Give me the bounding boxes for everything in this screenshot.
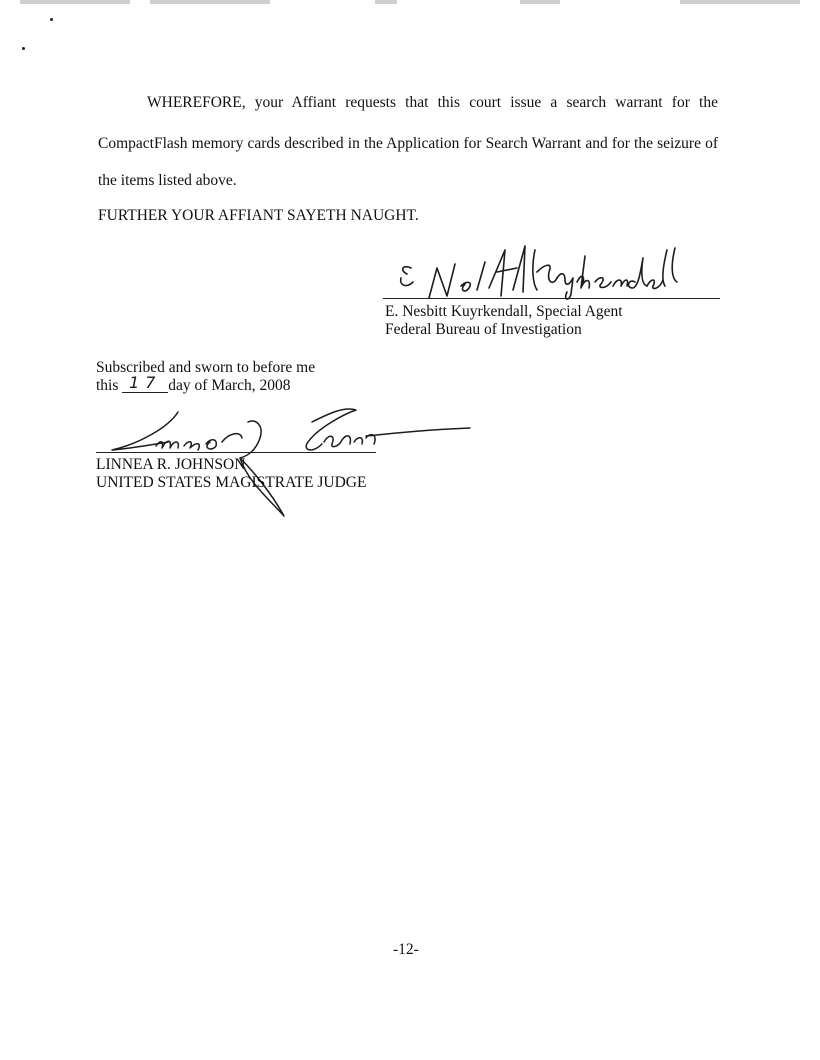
paragraph-line-2: CompactFlash memory cards described in the Application for Search Warrant and for the seizure of	[98, 135, 718, 152]
affiant-signature-line	[383, 298, 720, 299]
jurat-this: this	[96, 377, 119, 394]
judge-name: LINNEA R. JOHNSON	[96, 456, 246, 473]
jurat-day-month-year: day of March, 2008	[168, 377, 291, 394]
closing-statement: FURTHER YOUR AFFIANT SAYETH NAUGHT.	[98, 207, 419, 224]
day-blank	[122, 373, 168, 393]
paragraph-line-3: the items listed above.	[98, 172, 237, 189]
jurat-line-1: Subscribed and sworn to before me	[96, 359, 316, 376]
handwritten-day: 17	[129, 373, 162, 392]
scan-artifact-top	[0, 0, 820, 10]
judge-signature-line	[96, 452, 376, 453]
judge-title: UNITED STATES MAGISTRATE JUDGE	[96, 474, 367, 491]
affiant-agency: Federal Bureau of Investigation	[385, 321, 582, 338]
scan-speck	[22, 47, 25, 50]
scan-speck	[50, 18, 53, 21]
page-number: -12-	[393, 941, 419, 958]
jurat-line-2	[96, 373, 291, 396]
paragraph-line-1: WHEREFORE, your Affiant requests that this court issue a search warrant for the	[147, 94, 718, 111]
affiant-name-title: E. Nesbitt Kuyrkendall, Special Agent	[385, 303, 623, 320]
